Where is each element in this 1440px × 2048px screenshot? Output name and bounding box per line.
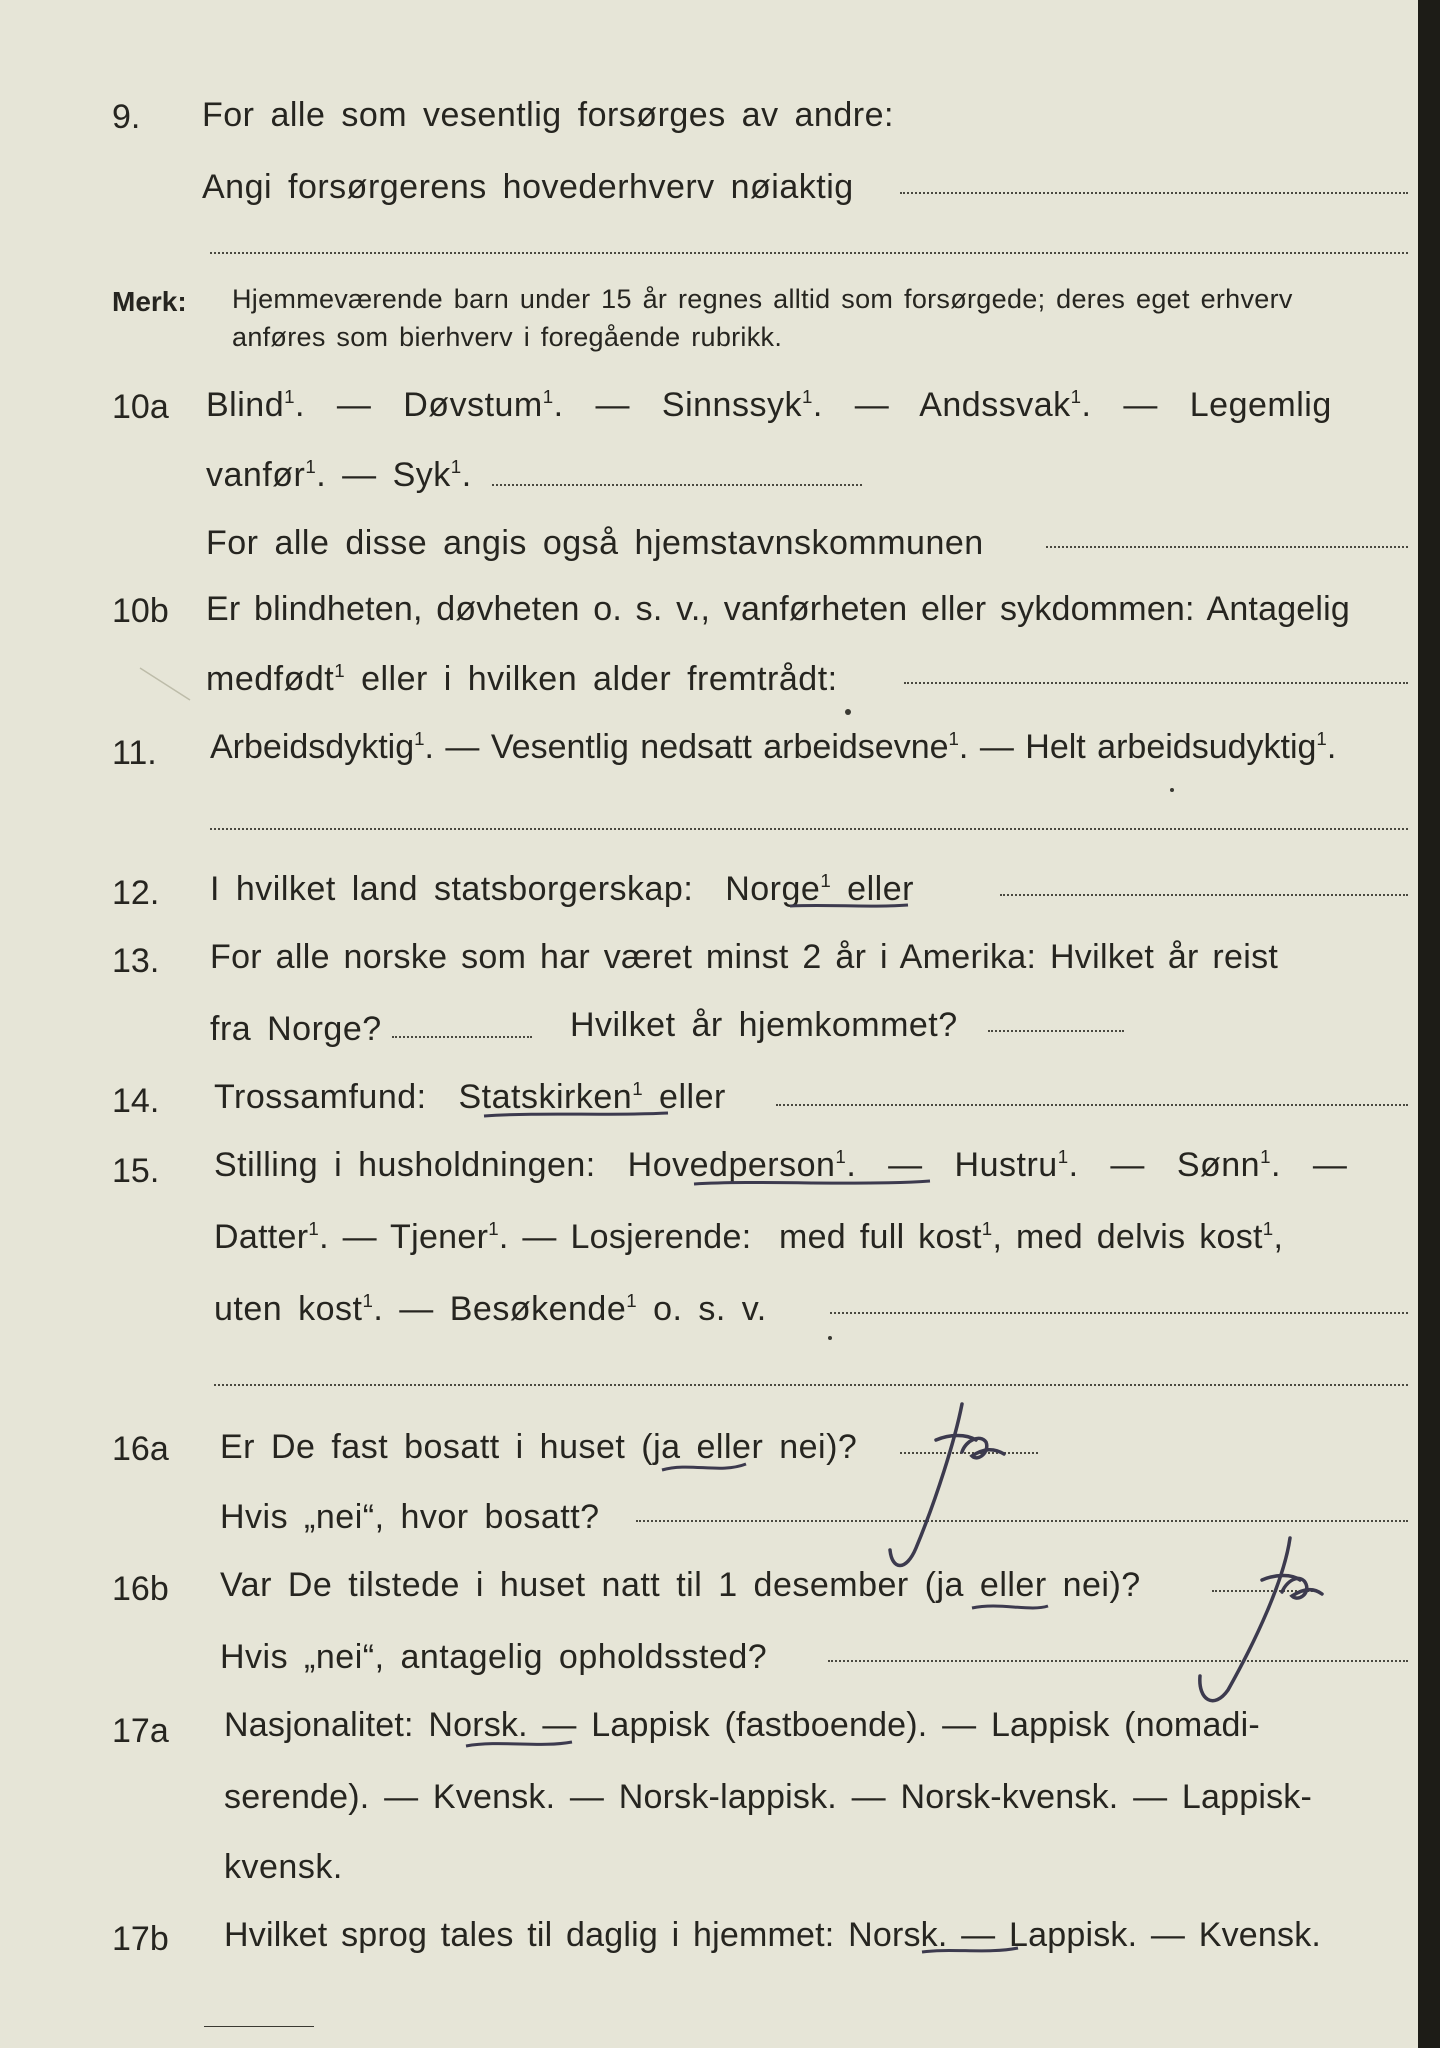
q17a-line2: serende). — Kvensk. — Norsk-lappisk. — Norsk-kvensk. — Lappisk- [224,1778,1313,1816]
option-hustru: Hustru [954,1146,1058,1184]
underline-norsk-17a [466,1742,572,1746]
q17b-line1: Hvilket sprog tales til daglig i hjemmet: Norsk. — Lappisk. — Kvensk. [224,1916,1322,1954]
option-sonn: Sønn [1176,1146,1261,1184]
option-dovstum: Døvstum [403,386,543,424]
q16a-line1: Er De fast bosatt i huset (ja eller nei)? [220,1428,858,1466]
question-number-17b: 17b [112,1920,169,1958]
q12-line: I hvilket land statsborgerskap: Norge$^1$ eller [210,870,914,908]
option-statskirken: Statskirken [458,1078,633,1116]
option-hovedperson: Hovedperson [627,1146,836,1184]
question-number-15: 15. [112,1152,160,1190]
underline-statskirken [484,1113,668,1116]
option-sinnssyk: Sinnssyk [661,386,802,424]
q13-line2a: fra Norge? [210,1010,382,1048]
q10a-line3: For alle disse angis også hjemstavnskommunen [206,524,984,562]
question-number-13: 13. [112,942,160,980]
q9-line2: Angi forsørgerens hovederhverv nøiaktig [202,168,854,206]
q14-text: Trossamfund: [214,1078,427,1116]
question-number-9: 9. [112,98,141,136]
q14-line: Trossamfund: Statskirken$^1$ eller [214,1078,726,1116]
q12-eller: eller [847,870,914,908]
q15-osv: o. s. v. [653,1290,767,1328]
option-utenkost: uten kost [214,1290,363,1328]
option-nedsatt: Vesentlig nedsatt arbeidsevne [490,728,949,766]
q17a-line1: Nasjonalitet: Norsk. — Lappisk (fastboende). — Lappisk (nomadi- [224,1706,1260,1744]
q10b-line2b: eller i hvilken alder fremtrådt: [361,660,838,698]
question-number-12: 12. [112,874,160,912]
q16a-line2: Hvis „nei“, hvor bosatt? [220,1498,600,1536]
q12-text: I hvilket land statsborgerskap: [210,870,694,908]
q16b-line2: Hvis „nei“, antagelig opholdssted? [220,1638,768,1676]
underline-ja-16b [972,1606,1048,1608]
option-blind: Blind [206,386,285,424]
handwritten-answer-16a [890,1404,1004,1566]
q11-line1: Arbeidsdyktig$^1$. — Vesentlig nedsatt arbeidsevne$^1$. — Helt arbeidsudyktig$^1$. [210,728,1337,766]
option-datter: Datter [214,1218,309,1256]
q16b-line1: Var De tilstede i huset natt til 1 desember (ja eller nei)? [220,1566,1141,1604]
question-number-11: 11. [112,734,157,772]
underline-ja-16a [662,1464,746,1470]
q13-line1: For alle norske som har været minst 2 år i Amerika: Hvilket år reist [210,938,1279,976]
q10b-line1: Er blindheten, døvheten o. s. v., vanførheten eller sykdommen: Antagelig [206,590,1351,628]
option-medfodt: medfødt [206,660,335,698]
option-tjener: Tjener [390,1218,489,1256]
underline-hovedperson [694,1181,930,1184]
question-number-10a: 10a [112,388,169,426]
option-vanfor: vanfør [206,456,306,494]
option-norge: Norge [725,870,821,908]
note-line1: Hjemmeværende barn under 15 år regnes alltid som forsørgede; deres eget erhverv [232,284,1293,314]
question-number-16b: 16b [112,1570,169,1608]
option-besokende: Besøkende [449,1290,627,1328]
q17a-line3: kvensk. [224,1848,343,1886]
option-delviskost: med delvis kost [1015,1218,1263,1256]
q13-line2b: Hvilket år hjemkommet? [570,1006,958,1044]
option-arbeidsdyktig: Arbeidsdyktig [210,728,415,766]
option-syk: Syk [392,456,451,494]
q15-text: Stilling i husholdningen: [214,1146,596,1184]
option-udyktig: Helt arbeidsudyktig [1025,728,1317,766]
option-andssvak: Andssvak [919,386,1071,424]
q10a-line1: Blind$^1$. — Døvstum$^1$. — Sinnssyk$^1$. — Andssvak$^1$. — Legemlig [206,386,1332,424]
option-fullkost: med full kost [778,1218,982,1256]
q10a-line2: vanfør$^1$. — Syk$^1$. [206,456,472,494]
underline-norge [790,905,908,906]
question-number-10b: 10b [112,592,169,630]
underline-norsk-17b [922,1948,1018,1952]
question-number-14: 14. [112,1082,160,1120]
note-line2: anføres som bierhverv i foregående rubrikk. [232,322,783,352]
q15-line3: uten kost$^1$. — Besøkende$^1$ o. s. v. [214,1290,767,1328]
q15-line2: Datter$^1$. — Tjener$^1$. — Losjerende: med full kost$^1$, med delvis kost$^1$, [214,1218,1284,1256]
scan-edge [1418,0,1440,2048]
handwritten-answer-16b [1200,1538,1322,1701]
q15-line1: Stilling i husholdningen: Hovedperson$^1$. — Hustru$^1$. — Sønn$^1$. — [214,1146,1348,1184]
note-label: Merk: [112,286,187,317]
question-number-16a: 16a [112,1430,169,1468]
option-legemlig: Legemlig [1189,386,1332,424]
q9-line1: For alle som vesentlig forsørges av andre: [202,96,894,134]
q10b-line2: medfødt$^1$ eller i hvilken alder fremtrådt: [206,660,838,698]
q14-eller: eller [659,1078,726,1116]
question-number-17a: 17a [112,1712,169,1750]
option-losjerende: Losjerende: [570,1218,752,1256]
